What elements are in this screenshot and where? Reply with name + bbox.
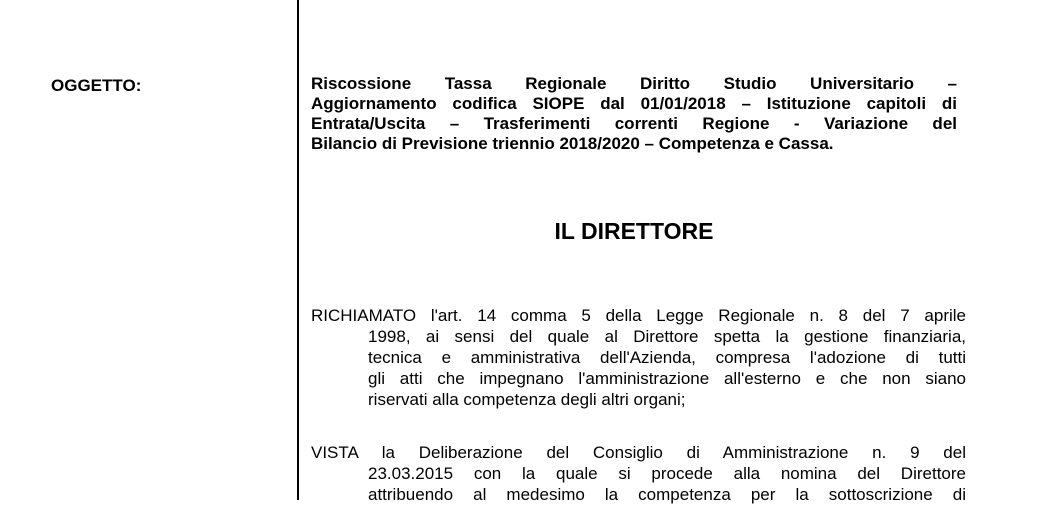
paragraph-line: gli atti che impegnano l'amministrazione all'esterno e che non siano [368, 369, 966, 388]
column-divider [297, 0, 299, 500]
section-heading: IL DIRETTORE [554, 218, 714, 244]
paragraph-vista [311, 442, 966, 505]
paragraph-line: riservati alla competenza degli altri organi; [368, 390, 686, 409]
paragraph-line: 23.03.2015 con la quale si procede alla nomina del Direttore [368, 464, 966, 483]
paragraph-line: attribuendo al medesimo la competenza per la sottoscrizione di [368, 485, 966, 504]
paragraph-richiamato [311, 305, 966, 410]
paragraph-line: tecnica e amministrativa dell'Azienda, compresa l'adozione di tutti [368, 348, 966, 367]
paragraph-line: 1998, ai sensi del quale al Direttore spetta la gestione finanziaria, [368, 327, 966, 346]
subject-line: Bilancio di Previsione triennio 2018/2020 – Competenza e Cassa. [311, 134, 834, 153]
subject-text [311, 74, 957, 154]
subject-line: Riscossione Tassa Regionale Diritto Studio Universitario – [311, 74, 957, 93]
subject-line: Aggiornamento codifica SIOPE dal 01/01/2018 – Istituzione capitoli di [311, 94, 957, 113]
subject-line: Entrata/Uscita – Trasferimenti correnti Regione - Variazione del [311, 114, 957, 133]
paragraph-line: VISTA la Deliberazione del Consiglio di Amministrazione n. 9 del [311, 443, 966, 462]
oggetto-label: OGGETTO: [51, 76, 142, 95]
paragraph-line: RICHIAMATO l'art. 14 comma 5 della Legge Regionale n. 8 del 7 aprile [311, 306, 966, 325]
